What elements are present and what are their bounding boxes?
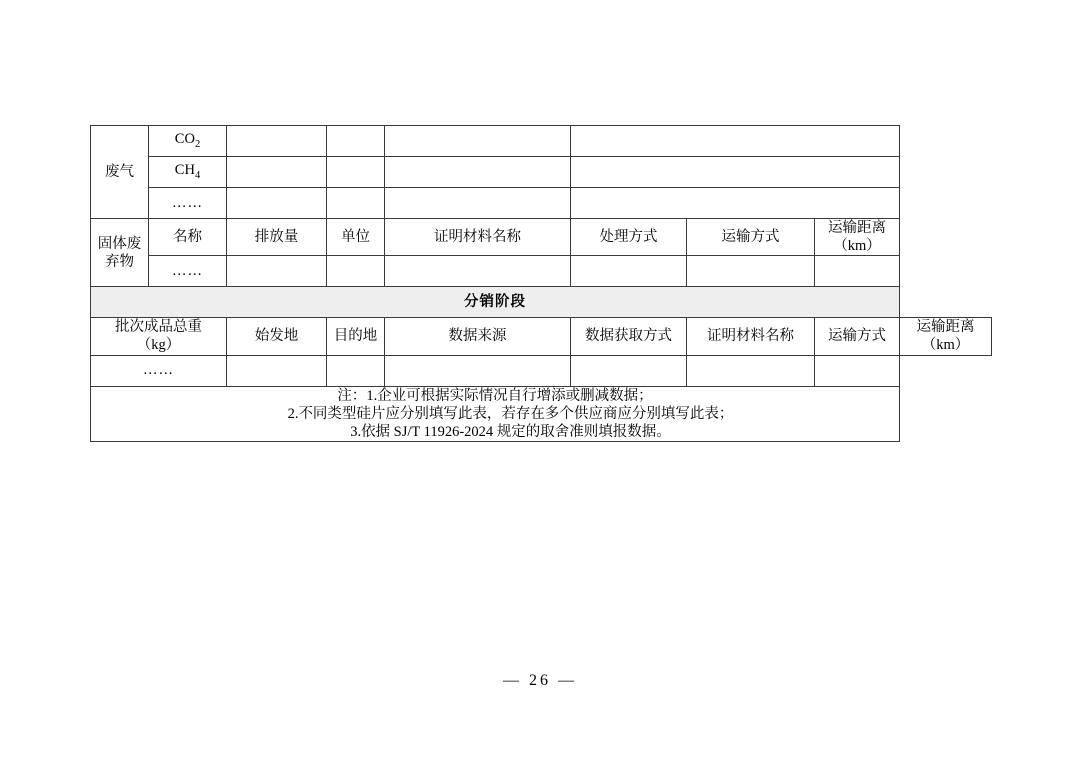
table-row <box>91 188 992 219</box>
table-row <box>91 126 992 157</box>
column-header-unit: 单位 <box>327 219 385 256</box>
cell-empty <box>385 157 571 188</box>
column-header-proof-material: 证明材料名称 <box>385 219 571 256</box>
cell-empty <box>687 256 815 287</box>
gas-ch4-label: CH <box>174 162 195 179</box>
cell-empty <box>815 355 900 386</box>
table-row <box>91 386 992 441</box>
transport-distance-line1: 运输距离 <box>828 220 886 236</box>
table-row <box>91 256 992 287</box>
note-line-3: 3.依据 SJ/T 11926-2024 规定的取舍准则填报数据。 <box>350 423 671 440</box>
cell-empty <box>571 188 900 219</box>
emissions-table <box>90 125 992 442</box>
table-row <box>91 219 992 256</box>
column-header-transport-method: 运输方式 <box>687 219 815 256</box>
solid-waste-row-name-more: …… <box>149 256 227 287</box>
column-header-proof-material: 证明材料名称 <box>687 318 815 355</box>
cell-empty <box>327 157 385 188</box>
gas-ch4-subscript: 4 <box>194 170 201 182</box>
gas-row-name-co2 <box>149 126 227 157</box>
transport-distance-line1: 运输距离 <box>916 319 975 336</box>
cell-empty <box>327 355 385 386</box>
column-header-name: 名称 <box>149 219 227 256</box>
cell-empty <box>227 126 327 157</box>
cell-empty <box>385 355 571 386</box>
note-text-1: 1.企业可根据实际情况自行增添或删减数据； <box>366 387 653 404</box>
transport-distance-line2: （km） <box>921 337 970 354</box>
column-header-treatment-method: 处理方式 <box>571 219 687 256</box>
cell-empty <box>571 355 687 386</box>
cell-empty <box>687 355 815 386</box>
transport-distance-line2: （km） <box>833 238 881 255</box>
table-row <box>91 318 992 355</box>
column-header-transport-distance <box>815 219 900 256</box>
cell-empty <box>815 256 900 287</box>
gas-row-name-ch4 <box>149 157 227 188</box>
cell-empty <box>327 126 385 157</box>
cell-empty <box>327 256 385 287</box>
gas-section-label: 废气 <box>91 126 149 219</box>
note-line-1 <box>91 387 899 405</box>
gas-row-name-more: …… <box>149 188 227 219</box>
column-header-transport-method: 运输方式 <box>815 318 900 355</box>
solid-waste-section-label: 固体废弃物 <box>91 219 149 287</box>
column-header-data-acquisition-method: 数据获取方式 <box>571 318 687 355</box>
cell-empty <box>571 157 900 188</box>
cell-empty <box>327 188 385 219</box>
page-number: — 26 — <box>503 672 577 689</box>
cell-empty <box>385 188 571 219</box>
table-row <box>91 355 992 386</box>
cell-empty <box>571 256 687 287</box>
cell-empty <box>227 157 327 188</box>
cell-empty <box>227 355 327 386</box>
gas-co2-label: CO <box>174 131 195 148</box>
distribution-section-title: 分销阶段 <box>91 287 900 318</box>
cell-empty <box>571 126 900 157</box>
distribution-row-name-more: …… <box>91 355 227 386</box>
table-row <box>91 157 992 188</box>
column-header-batch-total-weight <box>91 318 227 355</box>
table-row <box>91 287 992 318</box>
emissions-table-container <box>90 125 992 442</box>
table-notes <box>91 386 900 441</box>
column-header-destination: 目的地 <box>327 318 385 355</box>
batch-weight-line2: （kg） <box>136 337 181 354</box>
batch-weight-line1: 批次成品总重 <box>115 319 202 336</box>
column-header-origin: 始发地 <box>227 318 327 355</box>
column-header-transport-distance <box>900 318 992 355</box>
gas-co2-subscript: 2 <box>194 139 201 151</box>
column-header-emission-amount: 排放量 <box>227 219 327 256</box>
cell-empty <box>227 188 327 219</box>
cell-empty <box>227 256 327 287</box>
note-line-2: 2.不同类型硅片应分别填写此表，若存在多个供应商应分别填写此表； <box>287 405 734 422</box>
notes-label: 注： <box>337 387 367 404</box>
cell-empty <box>385 126 571 157</box>
cell-empty <box>385 256 571 287</box>
column-header-data-source: 数据来源 <box>385 318 571 355</box>
